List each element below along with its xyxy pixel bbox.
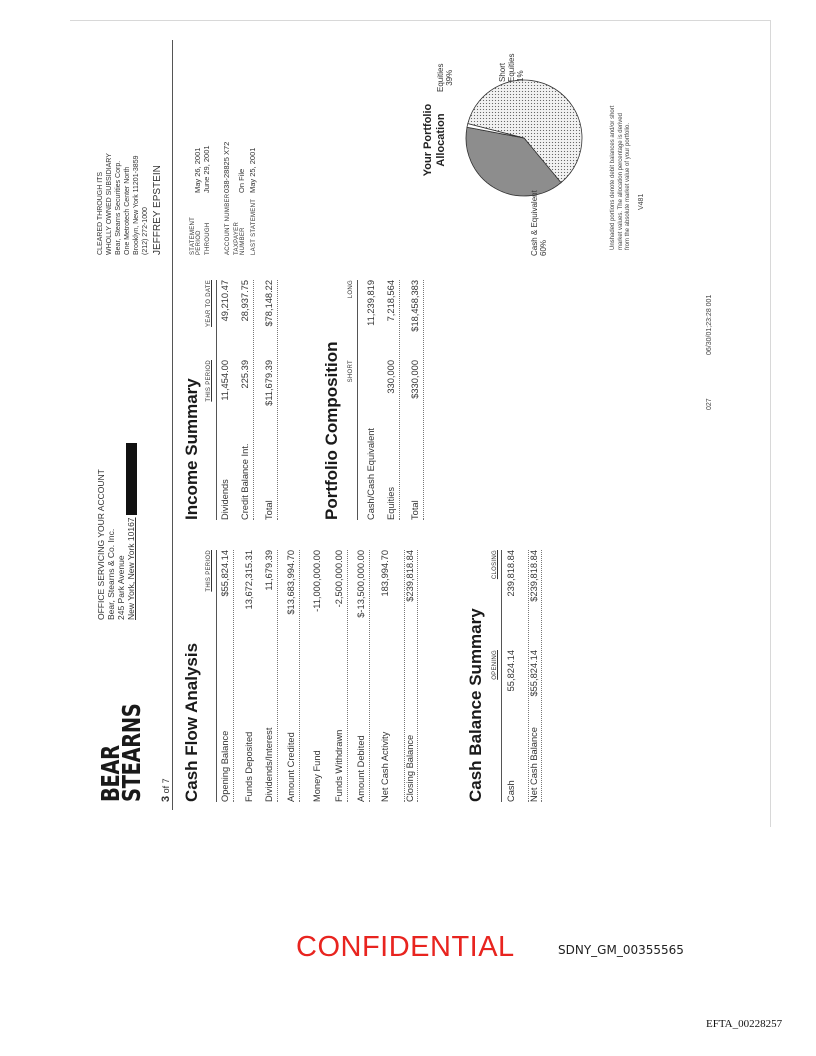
clearing-line: CLEARED THROUGH ITS xyxy=(97,171,104,255)
row-opening: 55,824.14 xyxy=(506,650,516,692)
table-row xyxy=(286,550,300,802)
statement-period-value: May 26, 2001 xyxy=(193,147,202,193)
efta-number: EFTA_00228257 xyxy=(706,1018,783,1030)
row-label: Amount Debited xyxy=(356,735,366,802)
income-table xyxy=(220,280,290,520)
through-value: June 29, 2001 xyxy=(202,145,211,193)
cash-balance-title: Cash Balance Summary xyxy=(466,608,485,802)
portfolio-col-long: LONG xyxy=(348,280,354,299)
account-number-value: 038-28825 X72 xyxy=(222,141,231,193)
last-statement-value: May 25, 2001 xyxy=(248,147,257,193)
row-ytd: 28,937.75 xyxy=(240,280,250,322)
statement-period-label: STATEMENT PERIOD xyxy=(190,216,202,255)
confidential-stamp: CONFIDENTIAL xyxy=(296,931,515,963)
cash-flow-table xyxy=(220,550,460,802)
row-label: Money Fund xyxy=(312,750,322,802)
office-street: 245 Park Avenue xyxy=(116,555,126,620)
row-label: Opening Balance xyxy=(220,730,230,802)
statement-period-row xyxy=(190,148,202,255)
row-label: Cash/Cash Equivalent xyxy=(366,428,376,520)
taxpayer-label: TAXPAYER NUMBER xyxy=(234,221,246,255)
row-value: $239,818.84 xyxy=(405,550,415,602)
table-row xyxy=(220,550,234,802)
footer-run-stamp: 06/30/01;23:28 001 xyxy=(706,294,713,355)
table-row xyxy=(366,280,380,520)
taxpayer-row xyxy=(234,169,246,255)
page-current: 3 xyxy=(160,795,172,802)
client-name: JEFFREY EPSTEIN xyxy=(152,165,163,255)
row-this-period: $11,679.39 xyxy=(264,360,274,406)
clearing-phone: (212) 272-1000 xyxy=(142,207,149,255)
row-ytd: $78,148.22 xyxy=(264,280,274,327)
cash-flow-title: Cash Flow Analysis xyxy=(182,642,201,802)
row-this-period: 225.39 xyxy=(240,360,250,389)
row-ytd: 49,210.47 xyxy=(220,280,230,322)
pie-label-short-name: Short Equities xyxy=(498,53,516,82)
pie-label-equities-pct: 39% xyxy=(445,69,454,86)
row-value: -11,000,000.00 xyxy=(312,550,322,612)
row-value: $13,683,994.70 xyxy=(286,550,296,615)
table-row xyxy=(312,550,326,802)
pie-slices xyxy=(466,80,582,196)
allocation-title xyxy=(422,80,448,200)
office-company: Bear, Stearns & Co. Inc. xyxy=(106,528,116,620)
row-label: Equities xyxy=(386,486,396,520)
clearing-line: WHOLLY OWNED SUBSIDIARY xyxy=(106,153,113,255)
table-row xyxy=(528,550,542,802)
row-value: -2,500,000.00 xyxy=(334,550,344,608)
income-col-ytd: YEAR TO DATE xyxy=(206,280,212,327)
table-row xyxy=(240,280,254,520)
allocation-title-line-2: Allocation xyxy=(435,113,447,167)
through-label: THROUGH xyxy=(205,222,211,255)
row-short: 330,000 xyxy=(386,360,396,394)
clearing-line: One Metrotech Center North xyxy=(124,166,131,255)
table-row xyxy=(264,550,278,802)
clearing-info xyxy=(96,45,162,255)
pie-label-short-equities xyxy=(498,54,525,82)
page-total: of 7 xyxy=(161,778,171,794)
table-row xyxy=(404,550,418,802)
row-label: Net Cash Activity xyxy=(380,731,390,802)
pie-label-equities xyxy=(436,64,454,92)
office-heading: OFFICE SERVICING YOUR ACCOUNT xyxy=(96,469,106,620)
income-rule xyxy=(216,280,217,520)
header-rule xyxy=(172,40,173,810)
table-row xyxy=(410,280,424,520)
portfolio-col-short: SHORT xyxy=(348,360,354,383)
account-number-label: ACCOUNT NUMBER xyxy=(225,193,231,255)
row-long: 7,218,564 xyxy=(386,280,396,322)
portfolio-rule xyxy=(357,280,358,520)
clearing-line: Bear, Stearns Securities Corp. xyxy=(115,160,122,255)
row-value: 13,672,315.31 xyxy=(244,550,254,610)
row-label: Amount Credited xyxy=(286,732,296,802)
row-value: $-13,500,000.00 xyxy=(356,550,366,618)
table-row xyxy=(380,550,394,802)
bates-number: SDNY_GM_00355565 xyxy=(558,943,684,957)
table-row xyxy=(220,280,234,520)
through-row xyxy=(202,145,211,255)
office-address xyxy=(96,443,137,620)
cash-balance-col-opening: OPENING xyxy=(492,650,498,680)
footer-page-code: 027 xyxy=(706,398,713,410)
row-label: Net Cash Balance xyxy=(529,727,539,802)
income-col-this-period: THIS PERIOD xyxy=(206,360,212,402)
cash-flow-rule xyxy=(216,550,217,802)
row-long: 11,239,819 xyxy=(366,280,376,326)
row-closing: 239,818.84 xyxy=(506,550,516,597)
row-label: Dividends/Interest xyxy=(264,727,274,802)
cash-balance-rule xyxy=(501,550,502,802)
redaction-bar xyxy=(126,443,137,515)
allocation-pie-chart xyxy=(452,60,592,210)
portfolio-composition-title: Portfolio Composition xyxy=(322,341,341,520)
office-city: New York, New York 10167 xyxy=(126,517,136,620)
row-value: 183,994.70 xyxy=(380,550,390,597)
table-row xyxy=(506,550,520,802)
table-row xyxy=(356,550,370,802)
portfolio-table xyxy=(366,280,436,520)
statement-page xyxy=(90,40,770,810)
cash-balance-col-closing: CLOSING xyxy=(492,550,498,580)
pie-label-short-pct: 1% xyxy=(516,70,525,82)
footnote-line: from the absolute market value of your portfolio. xyxy=(625,122,631,250)
pie-label-equities-name: Equities xyxy=(436,63,445,92)
page-number xyxy=(160,778,172,802)
row-label: Total xyxy=(264,500,274,520)
row-label: Total xyxy=(410,500,420,520)
form-code: V481 xyxy=(638,193,645,210)
row-this-period: 11,454.00 xyxy=(220,360,230,401)
account-number-row xyxy=(222,142,231,255)
allocation-title-line-1: Your Portfolio xyxy=(422,103,434,177)
row-label: Cash xyxy=(506,780,516,802)
row-long: $18,458,383 xyxy=(410,280,420,332)
table-row xyxy=(334,550,348,802)
cash-flow-col-header: THIS PERIOD xyxy=(206,550,212,592)
logo-line-1: BEAR xyxy=(96,745,125,802)
footnote-line: market values. The allocation percentage is derived xyxy=(617,113,624,250)
last-statement-label: LAST STATEMENT xyxy=(251,198,257,255)
row-label: Closing Balance xyxy=(405,734,415,802)
income-summary-title: Income Summary xyxy=(182,378,201,520)
row-short: $330,000 xyxy=(410,360,420,399)
row-value: $55,824.14 xyxy=(220,550,230,597)
row-label: Credit Balance Int. xyxy=(240,443,250,520)
table-row xyxy=(244,550,258,802)
allocation-footnote xyxy=(610,50,633,250)
last-statement-row xyxy=(248,148,257,255)
logo-line-2: STEARNS xyxy=(117,703,146,802)
table-row xyxy=(264,280,278,520)
clearing-line: Brooklyn, New York 11201-3859 xyxy=(133,155,140,255)
table-row xyxy=(386,280,400,520)
row-label: Funds Withdrawn xyxy=(334,729,344,802)
cash-balance-table xyxy=(506,550,566,802)
taxpayer-value: On File xyxy=(237,168,246,193)
pie-label-cash-name: Cash & Equivalent xyxy=(530,190,539,256)
row-closing: $239,818.84 xyxy=(529,550,539,602)
row-opening: $55,824.14 xyxy=(529,650,539,697)
row-label: Funds Deposited xyxy=(244,731,254,802)
footnote-line: Unshaded portions denote debit balances and/or short xyxy=(610,105,616,250)
bear-stearns-logo xyxy=(96,703,146,802)
row-label: Dividends xyxy=(220,479,230,520)
pie-label-cash-pct: 60% xyxy=(539,239,548,256)
pie-label-cash xyxy=(530,190,548,256)
row-value: 11,679.39 xyxy=(264,550,274,591)
